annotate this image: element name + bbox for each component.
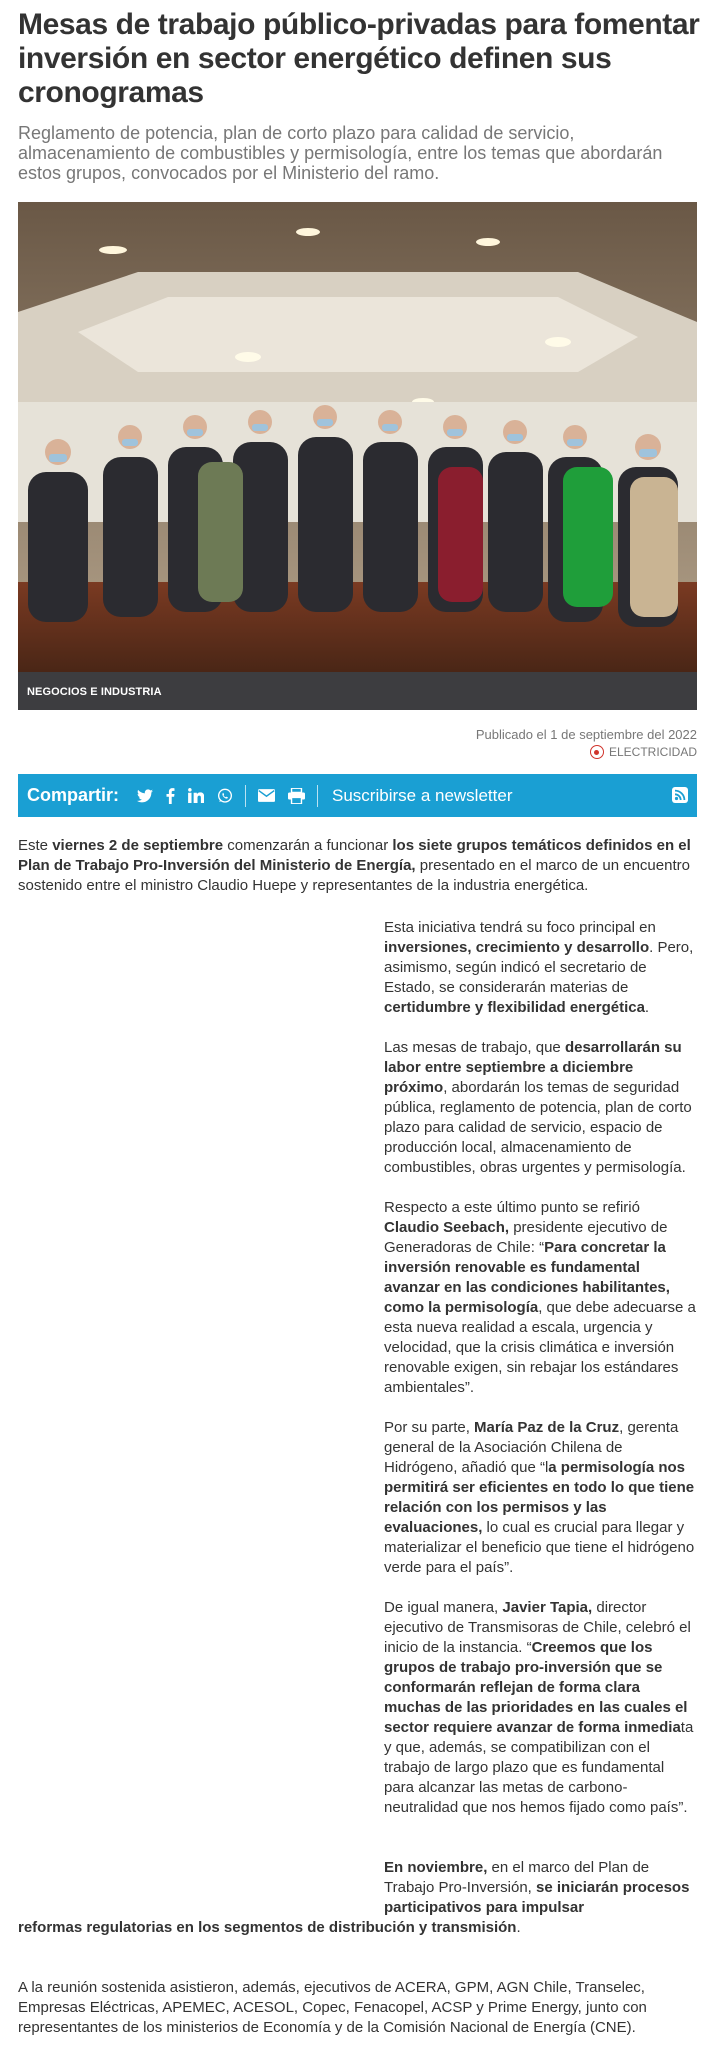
share-label: Compartir: (27, 785, 120, 805)
facebook-icon[interactable] (166, 788, 175, 804)
category-icon (590, 745, 604, 759)
body-text-run: De igual manera, (384, 1599, 503, 1616)
body-text-run: Por su parte, (384, 1419, 475, 1436)
body-text-run: . Pero, asimismo, según indicó el secretario de Estado, se considerarán materias de (384, 939, 694, 996)
paragraph-working-groups (384, 1038, 697, 1178)
print-icon[interactable] (288, 788, 305, 804)
bold-text: certidumbre y flexibilidad energética (384, 999, 645, 1016)
bold-text: se iniciarán procesos participativos para impulsar (384, 1879, 690, 1916)
rss-icon[interactable] (672, 787, 688, 803)
body-text-run: , abordarán los temas de seguridad pública, reglamento de potencia, plan de corto plazo para calidad de servicio, espacio de producción local, almacenamiento de combustibles, obras urgentes y permisología. (384, 1079, 692, 1176)
bold-text: viernes 2 de septiembre (52, 837, 224, 854)
bold-text: María Paz de la Cruz (474, 1419, 620, 1436)
bold-text: desarrollarán su labor entre septiembre a diciembre próximo (384, 1039, 682, 1096)
bold-text: En noviembre, (384, 1859, 488, 1876)
newsletter-link[interactable]: Suscribirse a newsletter (332, 785, 513, 805)
body-text-run: Las mesas de trabajo, que (384, 1039, 565, 1056)
group-photo-illustration (18, 202, 697, 710)
paragraph-seebach-quote (384, 1198, 697, 1398)
bold-text: Para concretar la inversión renovable es fundamental avanzar en las condiciones habilitantes, como la permisología (384, 1239, 670, 1316)
body-text-run: ta y que, además, se compatibilizan con el trabajo de largo plazo que es fundamental para alcanzar las metas de carbono-neutralidad que nos hemos fijado como país”. (384, 1719, 694, 1816)
twitter-icon[interactable] (137, 789, 153, 803)
image-category-tag: NEGOCIOS E INDUSTRIA (27, 686, 162, 698)
bold-text: inversiones, crecimiento y desarrollo (384, 939, 650, 956)
bold-text: Creemos que los grupos de trabajo pro-inversión que se conformarán reflejan de forma clara muchas de las prioridades en las cuales el sector requiere avanzar de forma inmedia (384, 1639, 688, 1736)
hero-photo[interactable] (18, 202, 697, 710)
email-icon[interactable] (258, 789, 275, 802)
action-icons (258, 788, 305, 804)
body-text-run: comenzarán a funcionar (223, 837, 393, 854)
paragraph-tapia-quote (384, 1598, 697, 1818)
article-title: Mesas de trabajo público-privadas para fomentar inversión en sector energético definen sus cronogramas (18, 8, 700, 109)
whatsapp-icon[interactable] (217, 788, 233, 804)
paragraph-focus (384, 918, 697, 1018)
paragraph-november (384, 1858, 697, 1918)
body-text-run: . (644, 999, 650, 1016)
body-text-run: director ejecutivo de Transmisoras de Chile, celebró el inicio de la instancia. “ (384, 1599, 691, 1656)
body-text-run: Este (18, 837, 53, 854)
share-divider (245, 785, 246, 807)
body-text-run: en el marco del Plan de Trabajo Pro-Inversión, (384, 1859, 650, 1896)
paragraph-attendees (18, 1978, 697, 2038)
bold-text: a permisología nos permitirá ser eficientes en todo lo que tiene relación con los permisos y las evaluaciones, (384, 1459, 695, 1536)
bold-text: Javier Tapia, (502, 1599, 593, 1616)
share-bar (18, 774, 697, 817)
body-text-run: Esta iniciativa tendrá su foco principal en (384, 919, 656, 936)
linkedin-icon[interactable] (188, 788, 204, 803)
paragraph-intro (18, 836, 697, 896)
bold-text: reformas regulatorias en los segmentos de distribución y transmisión (18, 1919, 517, 1936)
body-text-run: . (516, 1919, 521, 1936)
body-text-run: presentado en el marco de un encuentro sostenido entre el ministro Claudio Huepe y representantes de la industria energética. (18, 857, 690, 894)
article-subtitle: Reglamento de potencia, plan de corto plazo para calidad de servicio, almacenamiento de combustibles y permisología, entre los temas que abordarán estos grupos, convocados por el Ministerio del ramo. (18, 123, 663, 183)
paragraph-november-continued (18, 1918, 697, 1938)
newsletter-divider (317, 785, 318, 807)
category-link[interactable] (590, 745, 697, 759)
body-text-run: presidente ejecutivo de Generadoras de Chile: “ (384, 1219, 668, 1256)
body-text-run: lo cual es crucial para llegar y materializar el beneficio que tiene el hidrógeno verde para el país”. (384, 1519, 695, 1576)
publish-date: Publicado el 1 de septiembre del 2022 (475, 727, 697, 742)
body-text-run: Respecto a este último punto se refirió (384, 1199, 640, 1216)
category-label: ELECTRICIDAD (608, 745, 697, 759)
body-text-run: , que debe adecuarse a esta nueva realidad a escala, urgencia y velocidad, que la crisis climática e inversión renovable exigen, sin rebajar los estándares ambientales”. (384, 1299, 696, 1396)
body-text-run: , gerenta general de la Asociación Chilena de Hidrógeno, añadió que “l (384, 1419, 679, 1476)
share-icons (137, 788, 233, 804)
bold-text: Claudio Seebach, (384, 1219, 510, 1236)
paragraph-de-la-cruz-quote (384, 1418, 697, 1578)
bold-text: los siete grupos temáticos definidos en el Plan de Trabajo Pro-Inversión del Ministerio de Energía, (18, 837, 691, 874)
body-text-run: A la reunión sostenida asistieron, además, ejecutivos de ACERA, GPM, AGN Chile, Transelec, Empresas Eléctricas, APEMEC, ACESOL, Copec, Fenacopel, ACSP y Prime Energy, junto con representantes de los ministerios de Economía y de la Comisión Nacional de Energía (CNE). (18, 1979, 647, 2036)
